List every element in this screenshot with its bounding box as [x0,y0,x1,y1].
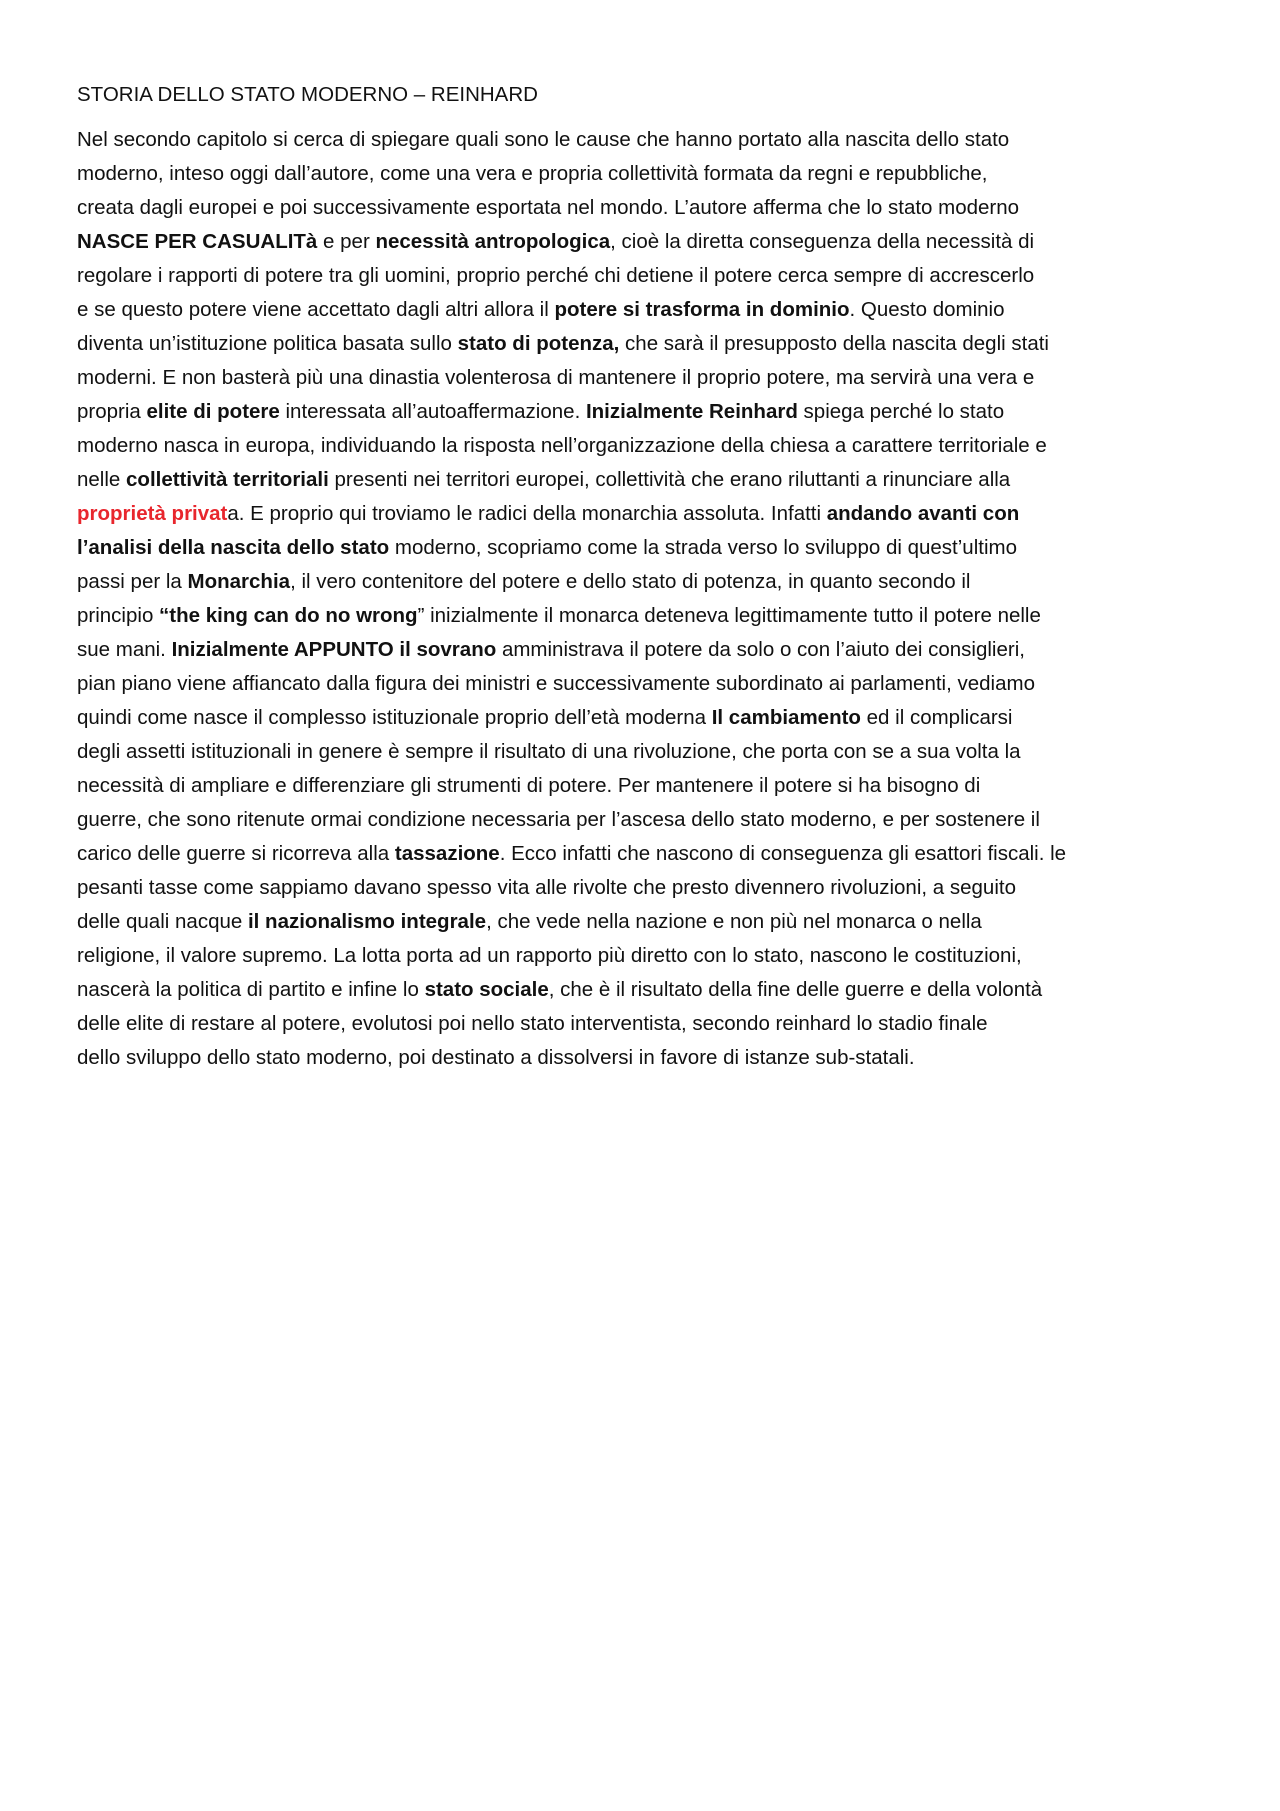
text-run: creata dagli europei e poi successivamente esportata nel mondo. L’autore afferma che lo stato moderno [77,196,1020,219]
bold-text-run: Monarchia [187,570,291,593]
paragraph-line [77,123,1207,157]
text-run: moderno, inteso oggi dall’autore, come una vera e propria collettività formata da regni e repubbliche, [77,162,988,185]
text-run: religione, il valore supremo. La lotta porta ad un rapporto più diretto con lo stato, nascono le costituzioni, [77,944,1022,967]
text-run: carico delle guerre si ricorreva alla [77,842,395,865]
text-run: , cioè la diretta conseguenza della necessità di [610,230,1035,253]
text-run: Nel secondo capitolo si cerca di spiegare quali sono le cause che hanno portato alla nascita dello stato [77,128,1010,151]
bold-text-run: il nazionalismo integrale [247,910,487,933]
paragraph-line [77,157,1207,191]
text-run: dello sviluppo dello stato moderno, poi destinato a dissolversi in favore di istanze sub-statali. [77,1046,915,1069]
bold-text-run: tassazione [394,842,500,865]
paragraph-line [77,463,1207,497]
paragraph-line [77,803,1207,837]
text-run: , il vero contenitore del potere e dello stato di potenza, in quanto secondo il [290,570,971,593]
document-title: STORIA DELLO STATO MODERNO – REINHARD [77,83,538,106]
bold-text-run: collettività territoriali [126,468,329,491]
paragraph-line [77,769,1207,803]
text-run: spiega perché lo stato [797,400,1005,423]
text-run: guerre, che sono ritenute ormai condizione necessaria per l’ascesa dello stato moderno, e per sostenere il [77,808,1040,831]
bold-text-run: andando avanti con [826,502,1020,525]
text-run: passi per la [77,570,188,593]
text-run: nascerà la politica di partito e infine lo [77,978,425,1001]
paragraph-line [77,701,1207,735]
bold-text-run: “the king can do no wrong [159,604,418,627]
text-run: delle elite di restare al potere, evolutosi poi nello stato interventista, secondo reinhard lo stadio finale [77,1012,988,1035]
text-run: quindi come nasce il complesso istituzionale proprio dell’età moderna [77,706,712,729]
text-run: pian piano viene affiancato dalla figura dei ministri e successivamente subordinato ai parlamenti, vediamo [77,672,1035,695]
document-content [77,81,1207,1075]
bold-text-run: elite di potere [146,400,280,423]
text-run: moderno nasca in europa, individuando la risposta nell’organizzazione della chiesa a carattere territoriale e [77,434,1047,457]
bold-text-run: Inizialmente Reinhard [585,400,798,423]
text-run: . Ecco infatti che nascono di conseguenza gli esattori fiscali. le [499,842,1067,865]
paragraph-line [77,1041,1207,1075]
text-run: sue mani. [77,638,172,661]
text-run: moderni. E non basterà più una dinastia volenterosa di mantenere il proprio potere, ma servirà una vera e [77,366,1035,389]
paragraph-line [77,531,1207,565]
paragraph-line [77,1007,1207,1041]
text-run: delle quali nacque [77,910,248,933]
text-run: ” inizialmente il monarca deteneva legittimamente tutto il potere nelle [417,604,1041,627]
text-run: interessata all’autoaffermazione. [279,400,586,423]
text-run: presenti nei territori europei, collettività che erano riluttanti a rinunciare alla [328,468,1011,491]
text-run: . Questo dominio [849,298,1005,321]
bold-text-run: stato di potenza, [457,332,620,355]
bold-text-run: l’analisi della nascita dello stato [77,536,390,559]
paragraph-line [77,293,1207,327]
text-run: ed il complicarsi [860,706,1013,729]
text-run: propria [77,400,147,423]
text-run: che sarà il presupposto della nascita degli stati [619,332,1049,355]
paragraph-line [77,667,1207,701]
paragraph-line [77,497,1207,531]
paragraph-line [77,191,1207,225]
paragraph-line [77,327,1207,361]
paragraph-line [77,361,1207,395]
text-run: degli assetti istituzionali in genere è sempre il risultato di una rivoluzione, che porta con se a sua volta la [77,740,1021,763]
text-run: nelle [77,468,127,491]
paragraph-line [77,599,1207,633]
text-run: diventa un’istituzione politica basata sullo [77,332,458,355]
bold-text-run: Il cambiamento [711,706,861,729]
paragraph-line [77,429,1207,463]
bold-text-run: stato sociale [424,978,549,1001]
paragraph-line [77,225,1207,259]
bold-text-run: necessità antropologica [375,230,611,253]
paragraph-line [77,871,1207,905]
paragraph-line [77,565,1207,599]
text-run: moderno, scopriamo come la strada verso lo sviluppo di quest’ultimo [389,536,1017,559]
text-run: pesanti tasse come sappiamo davano spesso vita alle rivolte che presto divennero rivoluzioni, a seguito [77,876,1016,899]
text-run: necessità di ampliare e differenziare gli strumenti di potere. Per mantenere il potere si ha bisogno di [77,774,981,797]
text-run: , che è il risultato della fine delle guerre e della volontà [548,978,1043,1001]
highlighted-text-run: proprietà privat [77,502,228,525]
text-run: e se questo potere viene accettato dagli altri allora il [77,298,555,321]
bold-text-run: potere si trasforma in dominio [554,298,850,321]
text-run: , che vede nella nazione e non più nel monarca o nella [486,910,982,933]
document-body-paragraph [77,123,1207,1075]
text-run: amministrava il potere da solo o con l’aiuto dei consiglieri, [496,638,1025,661]
text-run: principio [77,604,160,627]
bold-text-run: Inizialmente APPUNTO il sovrano [171,638,497,661]
text-run: regolare i rapporti di potere tra gli uomini, proprio perché chi detiene il potere cerca sempre di accrescerlo [77,264,1035,287]
paragraph-line [77,973,1207,1007]
paragraph-line [77,259,1207,293]
paragraph-line [77,939,1207,973]
paragraph-line [77,735,1207,769]
paragraph-line [77,905,1207,939]
paragraph-line [77,395,1207,429]
text-run: e per [317,230,376,253]
paragraph-line [77,837,1207,871]
paragraph-line [77,633,1207,667]
bold-text-run: NASCE PER CASUALITà [77,230,318,253]
text-run: a. E proprio qui troviamo le radici della monarchia assoluta. Infatti [227,502,827,525]
